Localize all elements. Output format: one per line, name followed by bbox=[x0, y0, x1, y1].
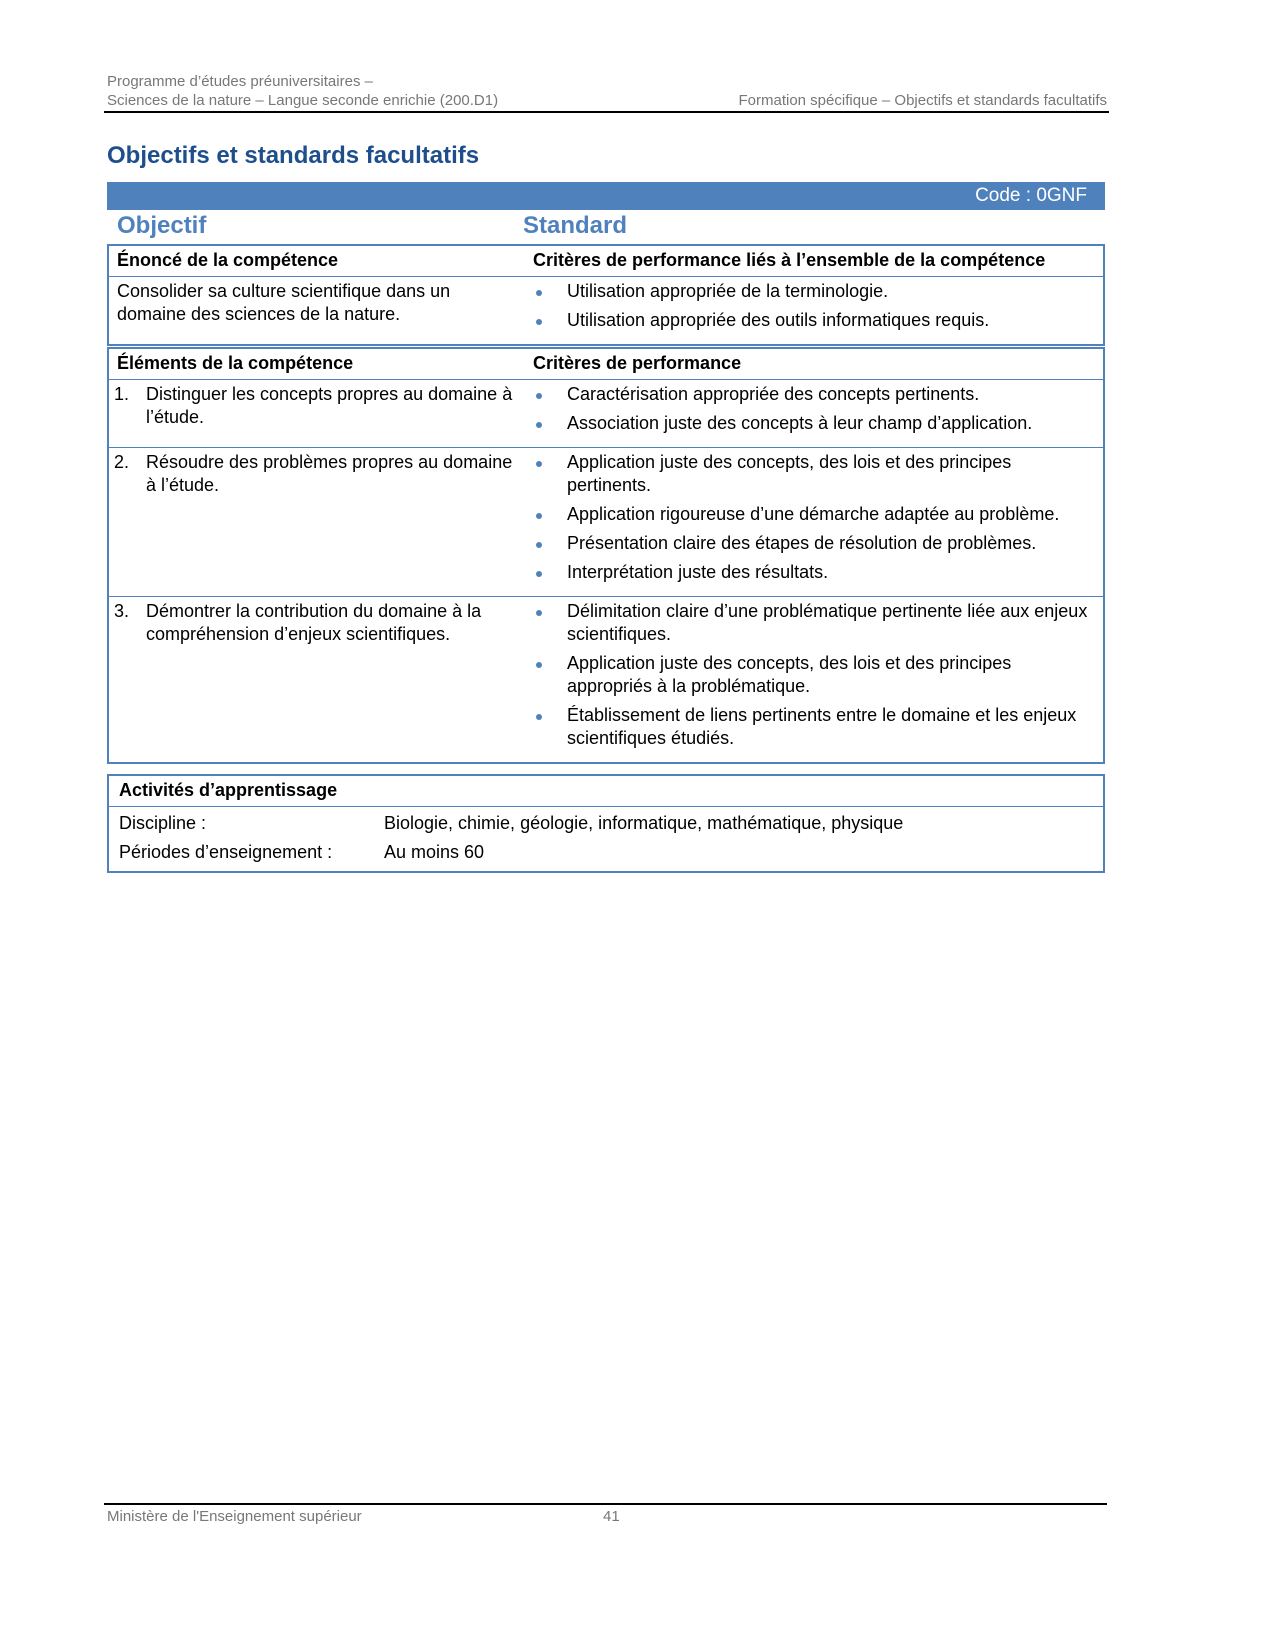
criterion: Application juste des concepts, des lois et des principes pertinents. bbox=[533, 451, 1095, 497]
code-bar: Code : 0GNF bbox=[107, 182, 1105, 210]
header-divider bbox=[104, 111, 1109, 113]
elements-table bbox=[107, 347, 1105, 764]
criterion: Application rigoureuse d’une démarche adaptée au problème. bbox=[533, 503, 1095, 526]
enonce-header: Énoncé de la compétence bbox=[117, 250, 339, 270]
footer-ministry: Ministère de l'Enseignement supérieur bbox=[107, 1508, 362, 1525]
element-text: Distinguer les concepts propres au domaine à l’étude. bbox=[146, 384, 513, 427]
activites-table bbox=[107, 774, 1105, 873]
footer-divider bbox=[104, 1503, 1107, 1505]
page-number: 41 bbox=[603, 1508, 620, 1525]
element-number: 2. bbox=[114, 452, 130, 472]
element-row bbox=[109, 448, 1103, 597]
discipline-value: Biologie, chimie, géologie, informatique, mathématique, physique bbox=[384, 813, 904, 833]
periodes-value: Au moins 60 bbox=[384, 842, 485, 862]
criterion: Délimitation claire d’une problématique pertinente liée aux enjeux scientifiques. bbox=[533, 600, 1095, 646]
element-number: 1. bbox=[114, 384, 130, 404]
objectif-heading: Objectif bbox=[117, 212, 207, 239]
criterion: Application juste des concepts, des lois et des principes appropriés à la problématique. bbox=[533, 652, 1095, 698]
element-number: 3. bbox=[114, 601, 130, 621]
criterion: Utilisation appropriée des outils informatiques requis. bbox=[533, 309, 1095, 332]
periodes-label: Périodes d’enseignement : bbox=[119, 842, 333, 862]
header-program: Programme d’études préuniversitaires – bbox=[107, 73, 373, 90]
standard-heading: Standard bbox=[523, 212, 628, 239]
discipline-label: Discipline : bbox=[119, 813, 207, 833]
element-text: Résoudre des problèmes propres au domaine à l’étude. bbox=[146, 452, 513, 495]
activites-header: Activités d’apprentissage bbox=[119, 780, 338, 800]
criterion: Caractérisation appropriée des concepts pertinents. bbox=[533, 383, 1095, 406]
criteria-global-header: Critères de performance liés à l’ensemble de la compétence bbox=[533, 250, 1046, 270]
enonce-table bbox=[107, 244, 1105, 346]
element-row bbox=[109, 380, 1103, 448]
page-title: Objectifs et standards facultatifs bbox=[107, 142, 480, 169]
elements-header: Éléments de la compétence bbox=[117, 353, 354, 373]
criterion: Association juste des concepts à leur champ d’application. bbox=[533, 412, 1095, 435]
header-program-name: Sciences de la nature – Langue seconde enrichie (200.D1) bbox=[107, 92, 499, 109]
criterion: Présentation claire des étapes de résolution de problèmes. bbox=[533, 532, 1095, 555]
header-section: Formation spécifique – Objectifs et standards facultatifs bbox=[738, 92, 1107, 109]
criterion: Établissement de liens pertinents entre le domaine et les enjeux scientifiques étudiés. bbox=[533, 704, 1095, 750]
element-text: Démontrer la contribution du domaine à la compréhension d’enjeux scientifiques. bbox=[146, 601, 482, 644]
criteria-header: Critères de performance bbox=[533, 353, 742, 373]
enonce-text: Consolider sa culture scientifique dans un domaine des sciences de la nature. bbox=[117, 281, 451, 324]
criterion: Utilisation appropriée de la terminologie. bbox=[533, 280, 1095, 303]
element-row bbox=[109, 597, 1103, 763]
criterion: Interprétation juste des résultats. bbox=[533, 561, 1095, 584]
